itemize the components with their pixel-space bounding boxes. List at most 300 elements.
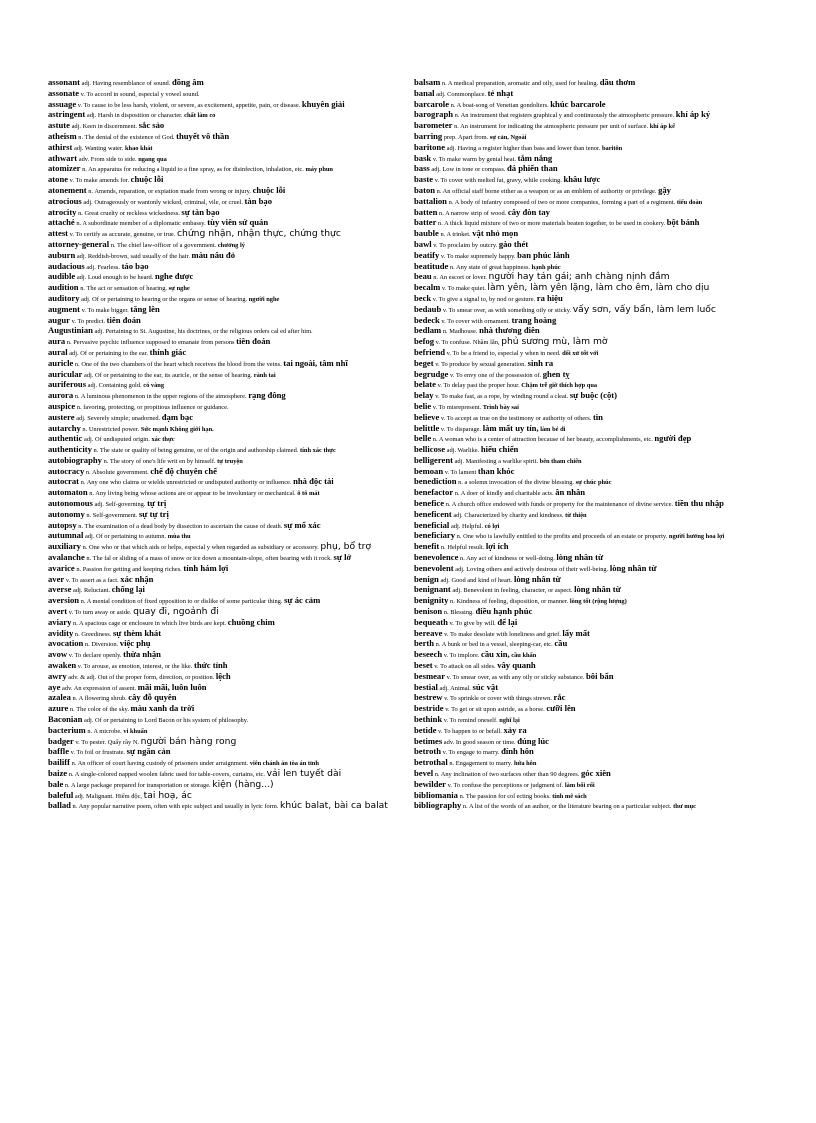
dictionary-entry bbox=[414, 508, 774, 519]
headword: baritone bbox=[414, 141, 446, 152]
headword: auxiliary bbox=[48, 541, 81, 552]
dictionary-entry bbox=[414, 98, 774, 109]
headword: bauble bbox=[414, 228, 439, 239]
definition: To proclaim by outcry. bbox=[439, 241, 498, 249]
part-of-speech: n. bbox=[445, 501, 451, 509]
definition: To make supremely happy. bbox=[446, 252, 516, 260]
headword: attaché bbox=[48, 217, 75, 228]
headword: beatify bbox=[414, 249, 440, 260]
dictionary-entry bbox=[48, 152, 406, 163]
part-of-speech: n. bbox=[460, 555, 465, 563]
definition: To lament bbox=[450, 468, 477, 476]
vietnamese-translation: tiền thu nhập bbox=[674, 498, 724, 509]
headword: audition bbox=[48, 282, 79, 293]
headword: benefit bbox=[414, 541, 440, 552]
right-column bbox=[414, 79, 774, 813]
vietnamese-translation: lòng nhân từ bbox=[556, 552, 604, 563]
headword: baize bbox=[48, 768, 68, 778]
part-of-speech: n. bbox=[438, 220, 443, 228]
definition: To delay past the proper hour. bbox=[443, 382, 520, 390]
headword: barcarole bbox=[414, 98, 450, 109]
headword: avocation bbox=[48, 638, 84, 649]
dictionary-entry bbox=[48, 465, 406, 476]
definition: Commonplace. bbox=[447, 90, 487, 98]
headword: auricular bbox=[48, 368, 83, 379]
part-of-speech: adj. bbox=[83, 198, 93, 206]
definition: Manifesting a warlike spirit. bbox=[465, 457, 539, 465]
definition: Benevolent in feeling, character, or aspect. bbox=[463, 587, 573, 595]
definition: The story of one's life writ en by himself. bbox=[109, 457, 216, 465]
definition: Of or pertaining to Lord Bacon or his system of philosophy. bbox=[95, 717, 249, 725]
definition: Loud enough to be heard. bbox=[87, 274, 154, 282]
part-of-speech: n. bbox=[432, 436, 438, 444]
part-of-speech: adj. bbox=[94, 501, 104, 509]
part-of-speech: n. bbox=[462, 803, 468, 811]
vietnamese-translation: tẻ nhạt bbox=[487, 87, 514, 98]
headword: aversion bbox=[48, 595, 80, 606]
dictionary-entry bbox=[414, 694, 774, 702]
headword: belittle bbox=[414, 422, 440, 433]
part-of-speech: n. bbox=[85, 468, 91, 476]
part-of-speech: v. bbox=[441, 317, 446, 325]
definition: The examination of a dead body by dissection to ascertain the cause of death. bbox=[84, 522, 283, 530]
vietnamese-translation: chuộc lỗi bbox=[252, 184, 286, 195]
vietnamese-translation: tự trị bbox=[147, 498, 167, 509]
headword: assonate bbox=[48, 87, 80, 98]
definition: favoring, protecting, or propitious influence or guidance. bbox=[83, 403, 229, 411]
dictionary-entry bbox=[48, 627, 406, 638]
dictionary-entry bbox=[414, 759, 774, 767]
definition: To make desolate with loneliness and grief. bbox=[449, 630, 561, 638]
dictionary-entry bbox=[414, 573, 774, 584]
headword: berth bbox=[414, 638, 435, 649]
headword: bibliography bbox=[414, 800, 462, 811]
vietnamese-translation: viên chánh án tòa án tỉnh bbox=[249, 760, 319, 768]
vietnamese-translation: Sức mạnh Không giới hạn. bbox=[140, 425, 214, 433]
headword: averse bbox=[48, 584, 72, 595]
dictionary-entry bbox=[414, 392, 774, 400]
definition: Characterized by charity and kindness. bbox=[464, 511, 564, 519]
dictionary-entry bbox=[414, 640, 774, 648]
part-of-speech: adj. bbox=[454, 457, 464, 465]
dictionary-entry bbox=[48, 532, 406, 540]
vietnamese-translation: vải len tuyết dài bbox=[266, 768, 342, 779]
vietnamese-translation: chuộc lỗi bbox=[130, 174, 164, 185]
headword: autumnal bbox=[48, 530, 84, 541]
dictionary-entry bbox=[414, 130, 774, 141]
vietnamese-translation-extra: làm bé đi bbox=[540, 425, 566, 433]
dictionary-entry bbox=[48, 238, 406, 249]
part-of-speech: n. bbox=[450, 101, 456, 109]
dictionary-entry bbox=[48, 292, 406, 303]
definition: Of or pertaining to the ear. bbox=[80, 349, 148, 357]
part-of-speech: adj. bbox=[86, 263, 96, 271]
vietnamese-translation: vây quanh bbox=[497, 660, 536, 671]
dictionary-entry bbox=[48, 176, 406, 184]
dictionary-entry bbox=[48, 724, 406, 735]
headword: Augustinian bbox=[48, 325, 93, 336]
headword: azure bbox=[48, 703, 69, 714]
headword: aye bbox=[48, 681, 61, 692]
vietnamese-translation: tiên đoán bbox=[106, 314, 141, 325]
part-of-speech: n. bbox=[458, 479, 463, 487]
part-of-speech: adj. bbox=[431, 166, 441, 174]
vietnamese-translation: đối xử tốt với bbox=[562, 349, 599, 357]
part-of-speech: n. bbox=[72, 803, 78, 811]
part-of-speech: adj. bbox=[74, 792, 85, 800]
part-of-speech: v. bbox=[81, 306, 86, 314]
definition: A single-colored napped woolen fabric used for table-covers, curtains, etc. bbox=[74, 771, 265, 778]
dictionary-entry bbox=[48, 454, 406, 465]
vietnamese-translation: tai ngoài, tâm nhĩ bbox=[283, 357, 348, 368]
headword: badger bbox=[48, 735, 74, 746]
definition: To make fast, as a rope, by winding round a cleat. bbox=[441, 393, 569, 401]
headword: auspice bbox=[48, 400, 76, 411]
vietnamese-translation: khúc barcarole bbox=[550, 98, 606, 109]
definition: To smear over, as with any oily or sticky substance. bbox=[452, 673, 585, 681]
dictionary-entry bbox=[48, 770, 406, 778]
dictionary-entry bbox=[48, 586, 406, 594]
dictionary-entry bbox=[414, 368, 774, 379]
dictionary-entry bbox=[414, 705, 774, 713]
part-of-speech: n. bbox=[76, 565, 82, 573]
vietnamese-translation: súc vật bbox=[472, 681, 499, 692]
dictionary-entry bbox=[414, 608, 774, 616]
definition: The state or quality of being genuine, or of the origin and authorship claimed. bbox=[99, 447, 299, 455]
definition: To give by will. bbox=[455, 619, 496, 627]
vietnamese-translation: cây đòn tay bbox=[507, 206, 550, 217]
headword: Baconian bbox=[48, 714, 83, 725]
definition: Malignant. Hiểm độc, bbox=[85, 792, 143, 800]
headword: awry bbox=[48, 670, 67, 681]
headword: bereave bbox=[414, 627, 443, 638]
vietnamese-translation: máy phun bbox=[305, 166, 333, 174]
dictionary-entry bbox=[414, 122, 774, 130]
dictionary-entry bbox=[48, 640, 406, 648]
definition: To make bigger. bbox=[87, 306, 129, 314]
dictionary-entry bbox=[48, 759, 406, 767]
dictionary-entry bbox=[414, 651, 774, 659]
headword: awaken bbox=[48, 660, 77, 671]
headword: baleful bbox=[48, 789, 74, 800]
headword: bale bbox=[48, 778, 64, 789]
vietnamese-translation: phủ sương mù, làm mờ bbox=[501, 336, 608, 348]
part-of-speech: adj. bbox=[76, 252, 87, 260]
headword: astringent bbox=[48, 109, 86, 120]
part-of-speech: n. bbox=[103, 457, 109, 465]
headword: autarchy bbox=[48, 422, 81, 433]
vietnamese-translation: để lại bbox=[497, 616, 518, 627]
dictionary-entry bbox=[48, 651, 406, 659]
headword: avert bbox=[48, 606, 68, 617]
definition: One of the two chambers of the heart which receives the blood from the veins. bbox=[81, 360, 282, 368]
headword: auricle bbox=[48, 357, 74, 368]
vietnamese-translation: baritôn bbox=[601, 144, 623, 152]
definition: The passion for col ecting books. bbox=[465, 792, 551, 800]
headword: atrocity bbox=[48, 206, 77, 217]
part-of-speech: n. bbox=[71, 760, 77, 768]
vietnamese-translation: chống lại bbox=[111, 584, 145, 595]
headword: bedeck bbox=[414, 314, 440, 325]
definition: Any popular narrative poem, often with epic subject and usually in lyric form. bbox=[78, 803, 279, 811]
part-of-speech: v. bbox=[442, 306, 448, 314]
headword: bewilder bbox=[414, 778, 446, 789]
vietnamese-translation: người hay tán gái; anh chàng nịnh đầm bbox=[488, 271, 670, 283]
part-of-speech: v. bbox=[77, 663, 83, 671]
headword: beget bbox=[414, 357, 434, 368]
vietnamese-translation: đá phiến than bbox=[507, 163, 558, 174]
vietnamese-translation: sự tự trị bbox=[138, 508, 169, 519]
part-of-speech: n. bbox=[439, 209, 444, 217]
vietnamese-translation: người hưởng hoa lợi bbox=[668, 533, 725, 541]
definition: Greediness. bbox=[81, 630, 112, 638]
vietnamese-translation: cầu xin, bbox=[481, 649, 510, 660]
vietnamese-translation: sự ác cảm bbox=[284, 595, 321, 606]
vietnamese-translation: nhà thương điên bbox=[479, 325, 540, 336]
part-of-speech: v. bbox=[447, 781, 452, 789]
part-of-speech: adj. bbox=[83, 436, 94, 444]
definition: In good season or time. bbox=[455, 738, 516, 746]
vietnamese-translation: thuyết vô thần bbox=[176, 130, 230, 141]
part-of-speech: v. bbox=[80, 90, 86, 98]
definition: Keen in discernment. bbox=[82, 123, 138, 131]
part-of-speech: adj. bbox=[84, 533, 95, 541]
part-of-speech: v. bbox=[438, 727, 443, 735]
dictionary-entry bbox=[48, 79, 406, 87]
part-of-speech: adj. bbox=[84, 717, 94, 725]
dictionary-entry bbox=[414, 616, 774, 627]
vietnamese-translation: tắm nắng bbox=[517, 152, 553, 163]
headword: bawl bbox=[414, 238, 432, 249]
part-of-speech: n. bbox=[82, 425, 88, 433]
definition: One who or that which aids or helps, especial y when regarded as subsidiary or accessory. bbox=[88, 544, 319, 552]
definition: Any one who claims or wields unrestricted or undisputed authority or influence. bbox=[86, 479, 292, 487]
definition: To certify as accurate, genuine, or true. bbox=[75, 231, 176, 239]
part-of-speech: v. bbox=[435, 393, 440, 401]
definition: Having resemblance of sound. bbox=[92, 80, 171, 87]
dictionary-entry bbox=[414, 478, 774, 486]
dictionary-entry bbox=[414, 681, 774, 692]
headword: beck bbox=[414, 292, 432, 303]
vietnamese-translation: khí áp ký bbox=[675, 109, 711, 120]
headword: benediction bbox=[414, 476, 457, 487]
headword: assuage bbox=[48, 98, 77, 109]
definition: To cover with ornament. bbox=[447, 317, 510, 325]
headword: baton bbox=[414, 184, 436, 195]
headword: bethink bbox=[414, 714, 443, 725]
dictionary-entry bbox=[414, 195, 774, 206]
part-of-speech: n. bbox=[78, 522, 84, 530]
dictionary-entry bbox=[48, 446, 406, 454]
headword: beneficiary bbox=[414, 530, 456, 541]
headword: assonant bbox=[48, 77, 80, 87]
part-of-speech: n. bbox=[78, 209, 83, 217]
part-of-speech: n. bbox=[78, 133, 84, 141]
part-of-speech: n. bbox=[449, 263, 455, 271]
headword: astute bbox=[48, 120, 70, 131]
definition: A subordinate member of a diplomatic embassy. bbox=[82, 220, 206, 228]
headword: balsam bbox=[414, 77, 441, 87]
part-of-speech: n. bbox=[435, 641, 441, 649]
part-of-speech: v. bbox=[434, 177, 440, 185]
part-of-speech: n. bbox=[433, 274, 439, 282]
part-of-speech: n. bbox=[76, 220, 82, 228]
vietnamese-translation: xảy ra bbox=[503, 724, 527, 735]
part-of-speech: v. bbox=[443, 652, 449, 660]
vietnamese-translation: từ thiện bbox=[565, 511, 587, 519]
headword: aural bbox=[48, 346, 68, 357]
vietnamese-translation: có lợi bbox=[484, 522, 500, 530]
vietnamese-translation: lòng nhân từ bbox=[574, 584, 621, 595]
dictionary-entry bbox=[48, 122, 406, 130]
headword: aurora bbox=[48, 390, 74, 401]
headword: bestride bbox=[414, 703, 444, 714]
definition: To implore. bbox=[449, 652, 480, 660]
dictionary-entry bbox=[414, 789, 774, 800]
part-of-speech: v. bbox=[440, 414, 446, 422]
vietnamese-translation: hiếu chiến bbox=[480, 444, 519, 455]
part-of-speech: v. bbox=[445, 706, 450, 714]
vietnamese-translation: kiện (hàng...) bbox=[212, 778, 274, 790]
vietnamese-translation: bột bánh bbox=[666, 217, 700, 228]
definition: A woman who is a center of attraction because of her beauty, accomplishments, etc. bbox=[438, 436, 653, 444]
part-of-speech: adj. bbox=[81, 295, 91, 303]
vietnamese-translation-extra: cầu khẩn bbox=[511, 652, 537, 660]
vietnamese-translation: táo bạo bbox=[121, 260, 149, 271]
headword: auburn bbox=[48, 249, 76, 260]
headword: avarice bbox=[48, 562, 75, 573]
dictionary-entry bbox=[414, 465, 774, 476]
part-of-speech: n. bbox=[82, 544, 88, 552]
dictionary-entry bbox=[48, 346, 406, 357]
part-of-speech: v. bbox=[433, 241, 438, 249]
part-of-speech: v. bbox=[437, 382, 442, 390]
dictionary-entry bbox=[414, 184, 774, 195]
dictionary-entry bbox=[48, 111, 406, 119]
headword: azalea bbox=[48, 692, 71, 703]
dictionary-entry bbox=[48, 716, 406, 724]
vietnamese-translation: nghe được bbox=[154, 271, 194, 282]
definition: An official staff borne either as a weapon or as an emblem of authority or privilege. bbox=[442, 187, 657, 195]
dictionary-entry bbox=[48, 411, 406, 422]
dictionary-entry bbox=[414, 670, 774, 681]
definition: Absolute government. bbox=[91, 468, 149, 476]
headword: bedaub bbox=[414, 303, 442, 314]
dictionary-entry bbox=[414, 454, 774, 465]
vietnamese-translation: tin bbox=[592, 411, 603, 422]
definition: Warlike. bbox=[457, 447, 480, 455]
part-of-speech: n. bbox=[68, 771, 74, 778]
vietnamese-translation: cầu bbox=[554, 638, 568, 649]
vietnamese-translation: khí áp kế bbox=[649, 123, 675, 131]
dictionary-entry bbox=[414, 778, 774, 789]
part-of-speech: adj. bbox=[73, 587, 83, 595]
headword: bask bbox=[414, 152, 432, 163]
headword: bacterium bbox=[48, 724, 86, 735]
definition: A list of the words of an author, or the literature bearing on a particular subject. bbox=[468, 803, 672, 811]
definition: A large package prepared for transportation or storage. bbox=[70, 781, 211, 789]
dictionary-entry bbox=[48, 778, 406, 790]
dictionary-entry bbox=[48, 789, 406, 801]
headword: becalm bbox=[414, 282, 441, 293]
part-of-speech: n. bbox=[454, 123, 459, 131]
headword: bequeath bbox=[414, 616, 448, 627]
definition: A church office endowed with funds or property for the maintenance of divine service. bbox=[451, 501, 674, 509]
headword: bestial bbox=[414, 681, 438, 692]
definition: To make amends for. bbox=[75, 177, 130, 185]
vietnamese-translation: tiên đoán bbox=[236, 336, 271, 347]
headword: aviary bbox=[48, 616, 72, 627]
definition: Of or pertaining to hearing or the organs or sense of hearing. bbox=[92, 295, 248, 303]
vietnamese-translation: sự cản, Ngoài bbox=[489, 133, 527, 141]
definition: A spacious cage or enclosure in which live birds are kept. bbox=[79, 619, 227, 627]
definition: Helpful. bbox=[461, 522, 484, 530]
part-of-speech: n. bbox=[87, 727, 93, 735]
headword: autocrat bbox=[48, 476, 80, 487]
part-of-speech: v. bbox=[435, 339, 441, 347]
dictionary-entry bbox=[414, 284, 774, 292]
vietnamese-translation: sự chúc phúc bbox=[575, 479, 612, 487]
headword: avalanche bbox=[48, 552, 85, 563]
dictionary-entry bbox=[414, 519, 774, 530]
dictionary-entry bbox=[414, 314, 774, 325]
dictionary-entry bbox=[48, 338, 406, 346]
definition: Any act of kindness or well-doing. bbox=[466, 555, 555, 563]
vietnamese-translation: sự lở bbox=[333, 552, 352, 563]
definition: To make quiet. bbox=[447, 285, 486, 293]
dictionary-entry bbox=[414, 543, 774, 551]
definition: To predict. bbox=[77, 317, 106, 325]
vietnamese-translation: tính mê sách bbox=[552, 792, 587, 800]
definition: Loving others and actively desirous of their well-being. bbox=[466, 565, 609, 573]
vietnamese-translation: sinh ra bbox=[527, 357, 554, 368]
definition: An officer of court having custody of prisoners under arraignment. bbox=[77, 760, 249, 768]
vietnamese-translation: bên tham chiến bbox=[539, 457, 582, 465]
dictionary-entry bbox=[414, 446, 774, 454]
dictionary-entry bbox=[48, 608, 406, 616]
vietnamese-translation: ô tô mát bbox=[297, 490, 320, 498]
definition: Low in tone or compass. bbox=[442, 166, 506, 174]
part-of-speech: v. bbox=[444, 630, 449, 638]
definition: Out of the proper form, direction, or position. bbox=[97, 673, 215, 681]
vietnamese-translation: khúc balat, bài ca balat bbox=[280, 800, 388, 812]
dictionary-entry bbox=[414, 597, 774, 605]
vietnamese-translation: dầu thơm bbox=[599, 77, 636, 87]
dictionary-entry bbox=[414, 400, 774, 411]
dictionary-entry bbox=[414, 381, 774, 389]
definition: To cause to be less harsh, violent, or severe, as excitement, appetite, pain, or disease. bbox=[83, 101, 301, 109]
part-of-speech: n. bbox=[449, 760, 455, 768]
vietnamese-translation: lệch bbox=[215, 670, 231, 681]
part-of-speech: n. bbox=[454, 490, 460, 498]
vietnamese-translation: trang hoàng bbox=[511, 314, 557, 325]
dictionary-entry bbox=[48, 165, 406, 173]
part-of-speech: n. bbox=[93, 447, 99, 455]
dictionary-entry bbox=[48, 422, 406, 433]
definition: Wanting water. bbox=[84, 144, 124, 152]
vietnamese-translation: Chậm trễ giờ thích hợp qua bbox=[521, 382, 598, 390]
definition: An apparatus for reducing a liquid to a fine spray, as for disinfection, inhalation, etc. bbox=[88, 166, 304, 174]
dictionary-entry bbox=[414, 735, 774, 746]
dictionary-entry bbox=[414, 489, 774, 497]
dictionary-entry bbox=[48, 508, 406, 519]
definition: Animal. bbox=[450, 684, 471, 692]
part-of-speech: adj. bbox=[86, 112, 97, 120]
dictionary-entry bbox=[414, 238, 774, 249]
definition: To arouse, as emotion, interest, or the like. bbox=[83, 663, 193, 671]
part-of-speech: adj. bbox=[69, 349, 79, 357]
vietnamese-translation: vấy sơn, vấy bẩn, làm lem luốc bbox=[572, 303, 716, 315]
